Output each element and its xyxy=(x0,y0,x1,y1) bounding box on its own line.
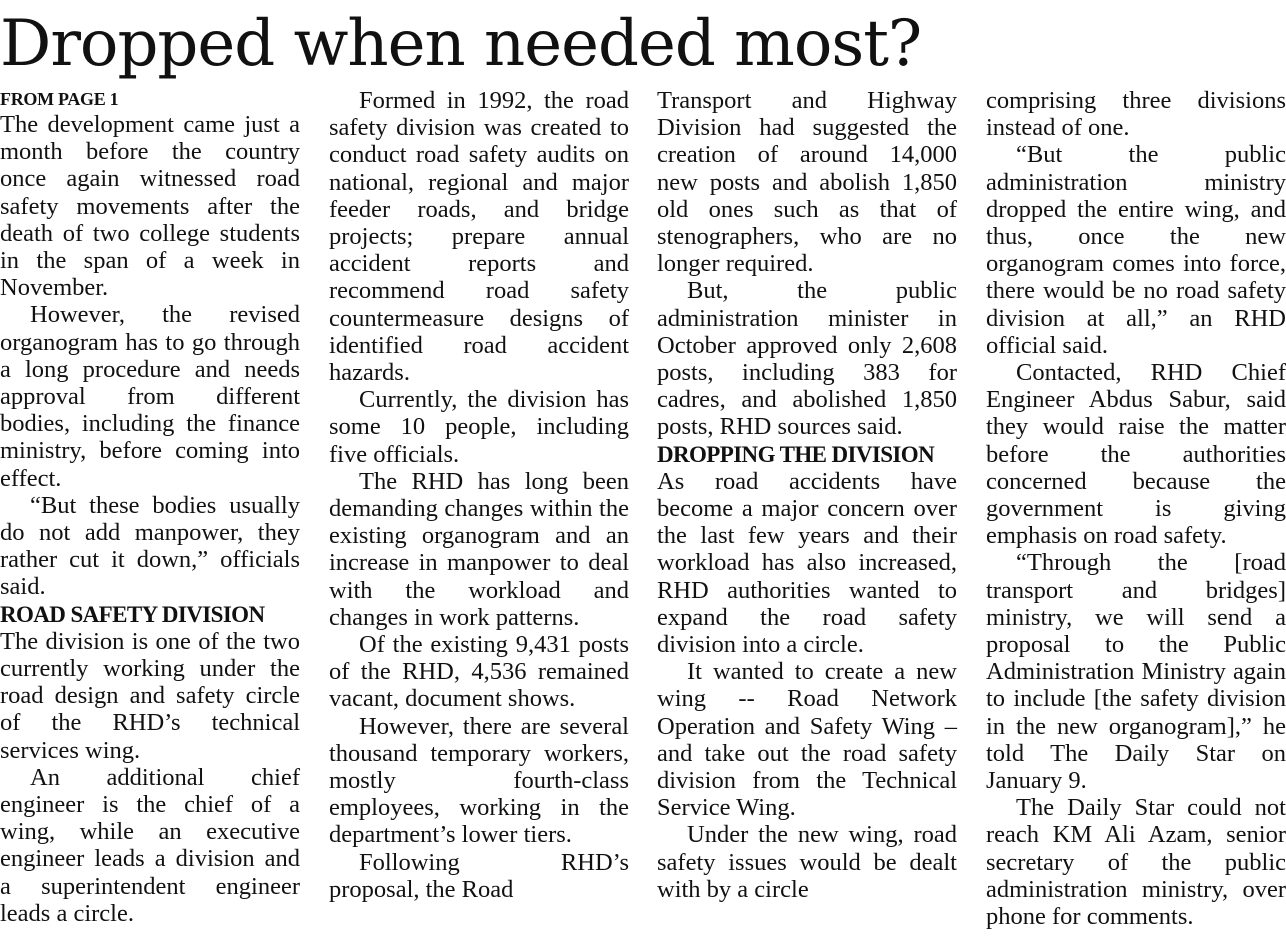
from-page-kicker: FROM PAGE 1 xyxy=(0,89,119,109)
article-paragraph: Following RHD’s proposal, the Road xyxy=(329,848,629,903)
article-paragraph: The RHD has long been demanding changes within the existing organogram and an increase in manpower to deal with the workload and changes in work patterns. xyxy=(329,467,629,631)
article-paragraph: The development came just a month before the country once again witnessed road safety movements after the death of two college students in the span of a week in November. xyxy=(0,111,300,302)
article-paragraph: The division is one of the two currently working under the road design and safety circle of the RHD’s technical services wing. xyxy=(0,627,300,764)
article-column-4 xyxy=(986,87,1286,930)
headline: Dropped when needed most? xyxy=(0,7,922,81)
article-paragraph: The Daily Star could not reach KM Ali Azam, senior secretary of the public administration ministry, over phone for comments. xyxy=(986,794,1286,931)
article-paragraph: “But these bodies usually do not add manpower, they rather cut it down,” officials said. xyxy=(0,491,300,601)
article-paragraph: Transport and Highway Division had suggested the creation of around 14,000 new posts and abolish 1,850 old ones such as that of stenographers, who are no longer required. xyxy=(657,87,957,278)
article-paragraph: comprising three divisions instead of one. xyxy=(986,87,1286,142)
article-paragraph: But, the public administration minister in October approved only 2,608 posts, including 383 for cadres, and abolished 1,850 posts, RHD sources said. xyxy=(657,277,957,441)
article-paragraph: An additional chief engineer is the chief of a wing, while an executive engineer leads a division and a superintendent engineer leads a circle. xyxy=(0,763,300,927)
article-paragraph: “Through the [road transport and bridges] ministry, we will send a proposal to the Public Administration Ministry again to include [the safety division in the new organogram],” he told The Daily Star on January 9. xyxy=(986,549,1286,795)
article-column-1 xyxy=(0,87,300,927)
section-subhead: ROAD SAFETY DIVISION xyxy=(0,601,265,627)
article-paragraph: It wanted to create a new wing -- Road Network Operation and Safety Wing – and take out the road safety division from the Technical Service Wing. xyxy=(657,658,957,822)
article-paragraph: “But the public administration ministry dropped the entire wing, and thus, once the new organogram comes into force, there would be no road safety division at all,” an RHD official said. xyxy=(986,141,1286,359)
article-paragraph: Of the existing 9,431 posts of the RHD, 4,536 remained vacant, document shows. xyxy=(329,631,629,713)
article-paragraph: Currently, the division has some 10 people, including five officials. xyxy=(329,386,629,468)
article-column-2 xyxy=(329,87,629,903)
article-paragraph: However, there are several thousand temporary workers, mostly fourth-class employees, working in the department’s lower tiers. xyxy=(329,712,629,849)
article-paragraph: However, the revised organogram has to go through a long procedure and needs approval from different bodies, including the finance ministry, before coming into effect. xyxy=(0,301,300,492)
article-paragraph: As road accidents have become a major concern over the last few years and their workload has also increased, RHD authorities wanted to expand the road safety division into a circle. xyxy=(657,467,957,659)
section-subhead: DROPPING THE DIVISION xyxy=(657,441,935,467)
article-paragraph: Under the new wing, road safety issues would be dealt with by a circle xyxy=(657,821,957,903)
article-column-3 xyxy=(657,87,957,903)
article-paragraph: Formed in 1992, the road safety division was created to conduct road safety audits on national, regional and major feeder roads, and bridge projects; prepare annual accident reports and recommend road safety countermeasure designs of identified road accident hazards. xyxy=(329,87,629,387)
article-paragraph: Contacted, RHD Chief Engineer Abdus Sabur, said they would raise the matter before the authorities concerned because the government is giving emphasis on road safety. xyxy=(986,359,1286,550)
